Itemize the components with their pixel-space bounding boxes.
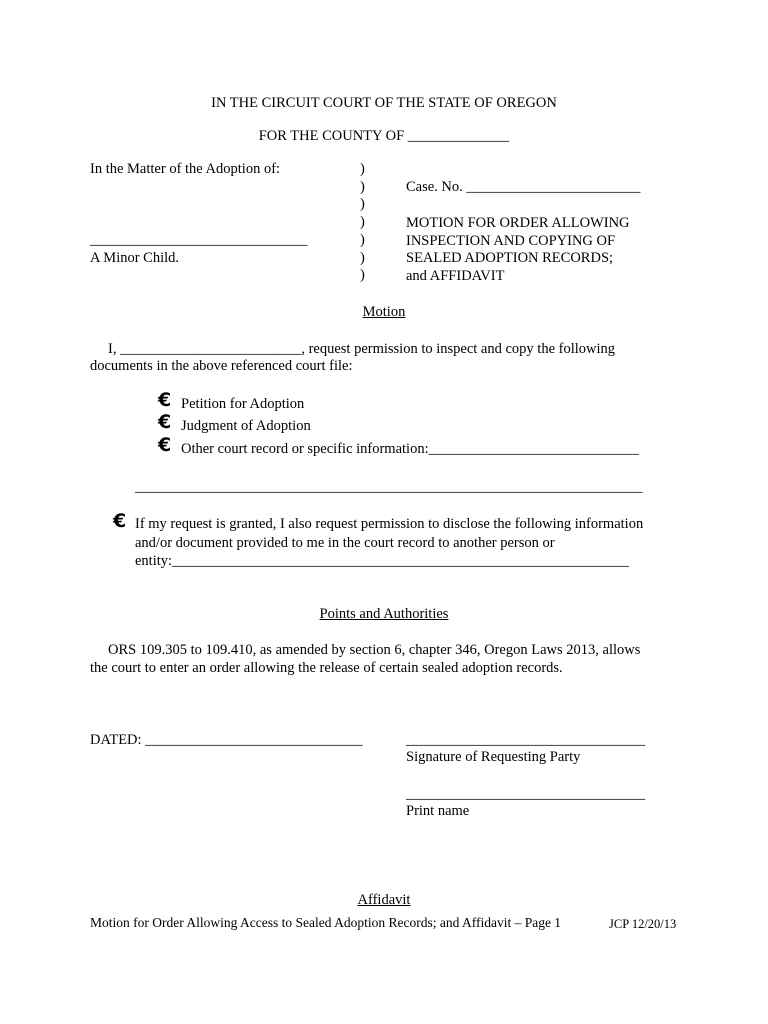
print-name-line: _________________________________ xyxy=(406,786,646,802)
disclose-line-3: entity:_______________________________________________________________ xyxy=(135,553,629,569)
other-record-blank-line: ______________________________________________________________________ xyxy=(135,479,643,495)
signature-label: Signature of Requesting Party xyxy=(406,749,581,765)
euro-bullet-icon: € xyxy=(158,389,172,411)
item-petition: Petition for Adoption xyxy=(181,396,305,412)
item-other-record: Other court record or specific information:_____________________________ xyxy=(181,441,639,457)
euro-bullet-icon: € xyxy=(158,434,172,456)
minor-child-label: A Minor Child. xyxy=(90,250,180,266)
motion-heading: Motion xyxy=(362,304,406,320)
points-line-2: the court to enter an order allowing the release of certain sealed adoption records. xyxy=(90,660,563,676)
dated-field: DATED: ______________________________ xyxy=(90,732,363,748)
euro-bullet-icon: € xyxy=(158,411,172,433)
document-title-line-3: SEALED ADOPTION RECORDS; xyxy=(406,250,614,266)
motion-paragraph-line-1: I, _________________________, request permission to inspect and copy the following xyxy=(108,341,616,357)
points-heading: Points and Authorities xyxy=(319,606,449,622)
footer-form-code: JCP 12/20/13 xyxy=(609,917,677,931)
county-heading: FOR THE COUNTY OF ______________ xyxy=(258,128,510,144)
signature-line: _________________________________ xyxy=(406,732,646,748)
disclose-line-2: and/or document provided to me in the court record to another person or xyxy=(135,535,555,551)
case-number-field: Case. No. ________________________ xyxy=(406,179,641,195)
court-heading: IN THE CIRCUIT COURT OF THE STATE OF OREGON xyxy=(211,95,557,111)
child-name-line: ______________________________ xyxy=(90,232,308,248)
motion-paragraph-line-2: documents in the above referenced court file: xyxy=(90,358,353,374)
footer-text: Motion for Order Allowing Access to Sealed Adoption Records; and Affidavit – Page 1 xyxy=(90,915,562,930)
document-title-line-4: and AFFIDAVIT xyxy=(406,268,505,284)
caption-parentheses: ) ) ) ) ) ) ) xyxy=(360,161,365,284)
matter-label: In the Matter of the Adoption of: xyxy=(90,161,281,177)
item-judgment: Judgment of Adoption xyxy=(181,418,311,434)
disclose-line-1: If my request is granted, I also request permission to disclose the following information xyxy=(135,516,644,532)
print-name-label: Print name xyxy=(406,803,470,819)
points-line-1: ORS 109.305 to 109.410, as amended by section 6, chapter 346, Oregon Laws 2013, allows xyxy=(108,642,641,658)
document-title-line-1: MOTION FOR ORDER ALLOWING xyxy=(406,215,630,231)
affidavit-heading: Affidavit xyxy=(357,892,411,908)
document-title-line-2: INSPECTION AND COPYING OF xyxy=(406,233,616,249)
euro-bullet-icon: € xyxy=(113,510,127,532)
